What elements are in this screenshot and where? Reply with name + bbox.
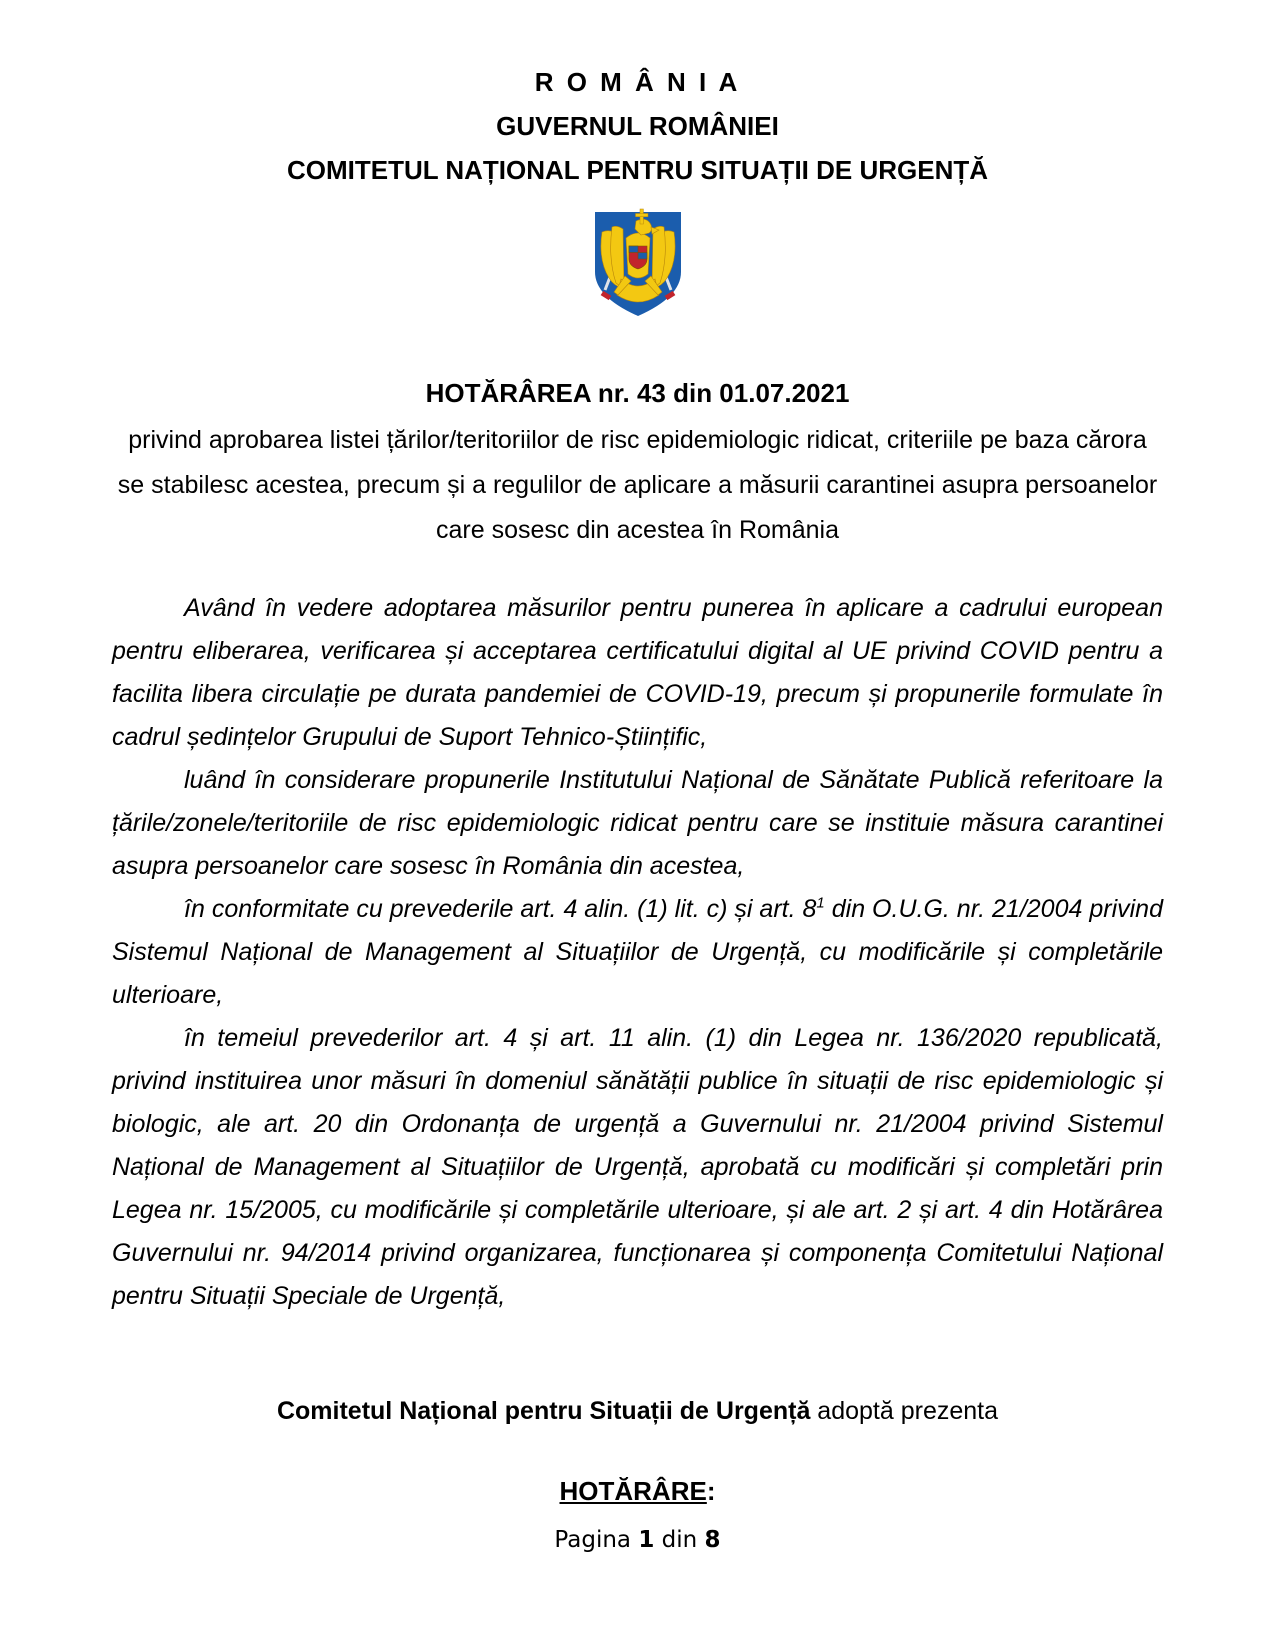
country-name: R O M Â N I A (534, 67, 741, 97)
decision-heading-word: HOTĂRÂRE (559, 1476, 707, 1506)
adoption-regular-text: adoptă prezenta (810, 1397, 999, 1425)
decision-heading-colon: : (706, 1476, 716, 1506)
page-footer (112, 1524, 1163, 1556)
adoption-committee-name: Comitetul Național pentru Situații de Urgență (276, 1397, 811, 1425)
footer-page-total: 8 (704, 1527, 721, 1553)
decision-title: HOTĂRÂREA nr. 43 din 01.07.2021 (425, 378, 850, 408)
adoption-line (112, 1394, 1163, 1428)
coat-of-arms-container (112, 206, 1163, 320)
romania-coat-of-arms-icon (588, 206, 688, 320)
decision-heading (112, 1474, 1163, 1508)
preamble-paragraph-luand (112, 759, 1163, 888)
paragraph-text-after-sup: din O.U.G. nr. 21/2004 privind Sistemul Național de Management al Situațiilor de Urgență, cu modificările și completările ulterioare, (112, 895, 1163, 1009)
footer-page-number: 1 (638, 1527, 655, 1553)
committee-name: COMITETUL NAȚIONAL PENTRU SITUAȚII DE URGENȚĂ (286, 155, 989, 185)
paragraph-text: Având în vedere adoptarea măsurilor pentru punerea în aplicare a cadrului european pentru eliberarea, verificarea și acceptarea certificatului digital al UE privind COVID pentru a facilita libera circulație pe durata pandemiei de COVID-19, precum și propunerile formulate în cadrul ședințelor Grupului de Suport Tehnico-Științific, (112, 594, 1163, 751)
preamble-paragraph-temeiul (112, 1017, 1163, 1318)
decision-subtitle: privind aprobarea listei țărilor/teritoriilor de risc epidemiologic ridicat, criteriile pe baza cărora se stabilesc acestea, precum și a regulilor de aplicare a măsurii carantinei asupra persoanelor care sosesc din acestea în România (117, 426, 1158, 544)
footnote-superscript: 1 (816, 894, 825, 912)
paragraph-text: luând în considerare propunerile Institutului Național de Sănătate Publică referitoare la țările/zonele/teritoriile de risc epidemiologic ridicat pentru care se instituie măsura carantinei asupra persoanelor care sosesc în România din acestea, (112, 766, 1163, 880)
footer-label-page: Pagina (554, 1527, 639, 1553)
government-name: GUVERNUL ROMÂNIEI (496, 111, 779, 141)
paragraph-text: în temeiul prevederilor art. 4 și art. 11 alin. (1) din Legea nr. 136/2020 republicată, privind instituirea unor măsuri în domeniul sănătății publice în situații de risc epidemiologic și biologic, ale art. 20 din Ordonanța de urgență a Guvernului nr. 21/2004 privind Sistemul Național de Management al Situațiilor de Urgență, aprobată cu modificări și completări prin Legea nr. 15/2005, cu modificările și completările ulterioare, și ale art. 2 și art. 4 din Hotărârea Guvernului nr. 94/2014 privind organizarea, funcționarea și componența Comitetului Național pentru Situații Speciale de Urgență, (112, 1024, 1163, 1310)
paragraph-text-before-sup: în conformitate cu prevederile art. 4 alin. (1) lit. c) și art. 8 (184, 895, 817, 923)
document-header (112, 60, 1163, 192)
preamble-paragraph-avand (112, 587, 1163, 759)
preamble-section (112, 587, 1163, 1318)
preamble-paragraph-conformitate (112, 888, 1163, 1017)
footer-label-of: din (654, 1527, 705, 1553)
